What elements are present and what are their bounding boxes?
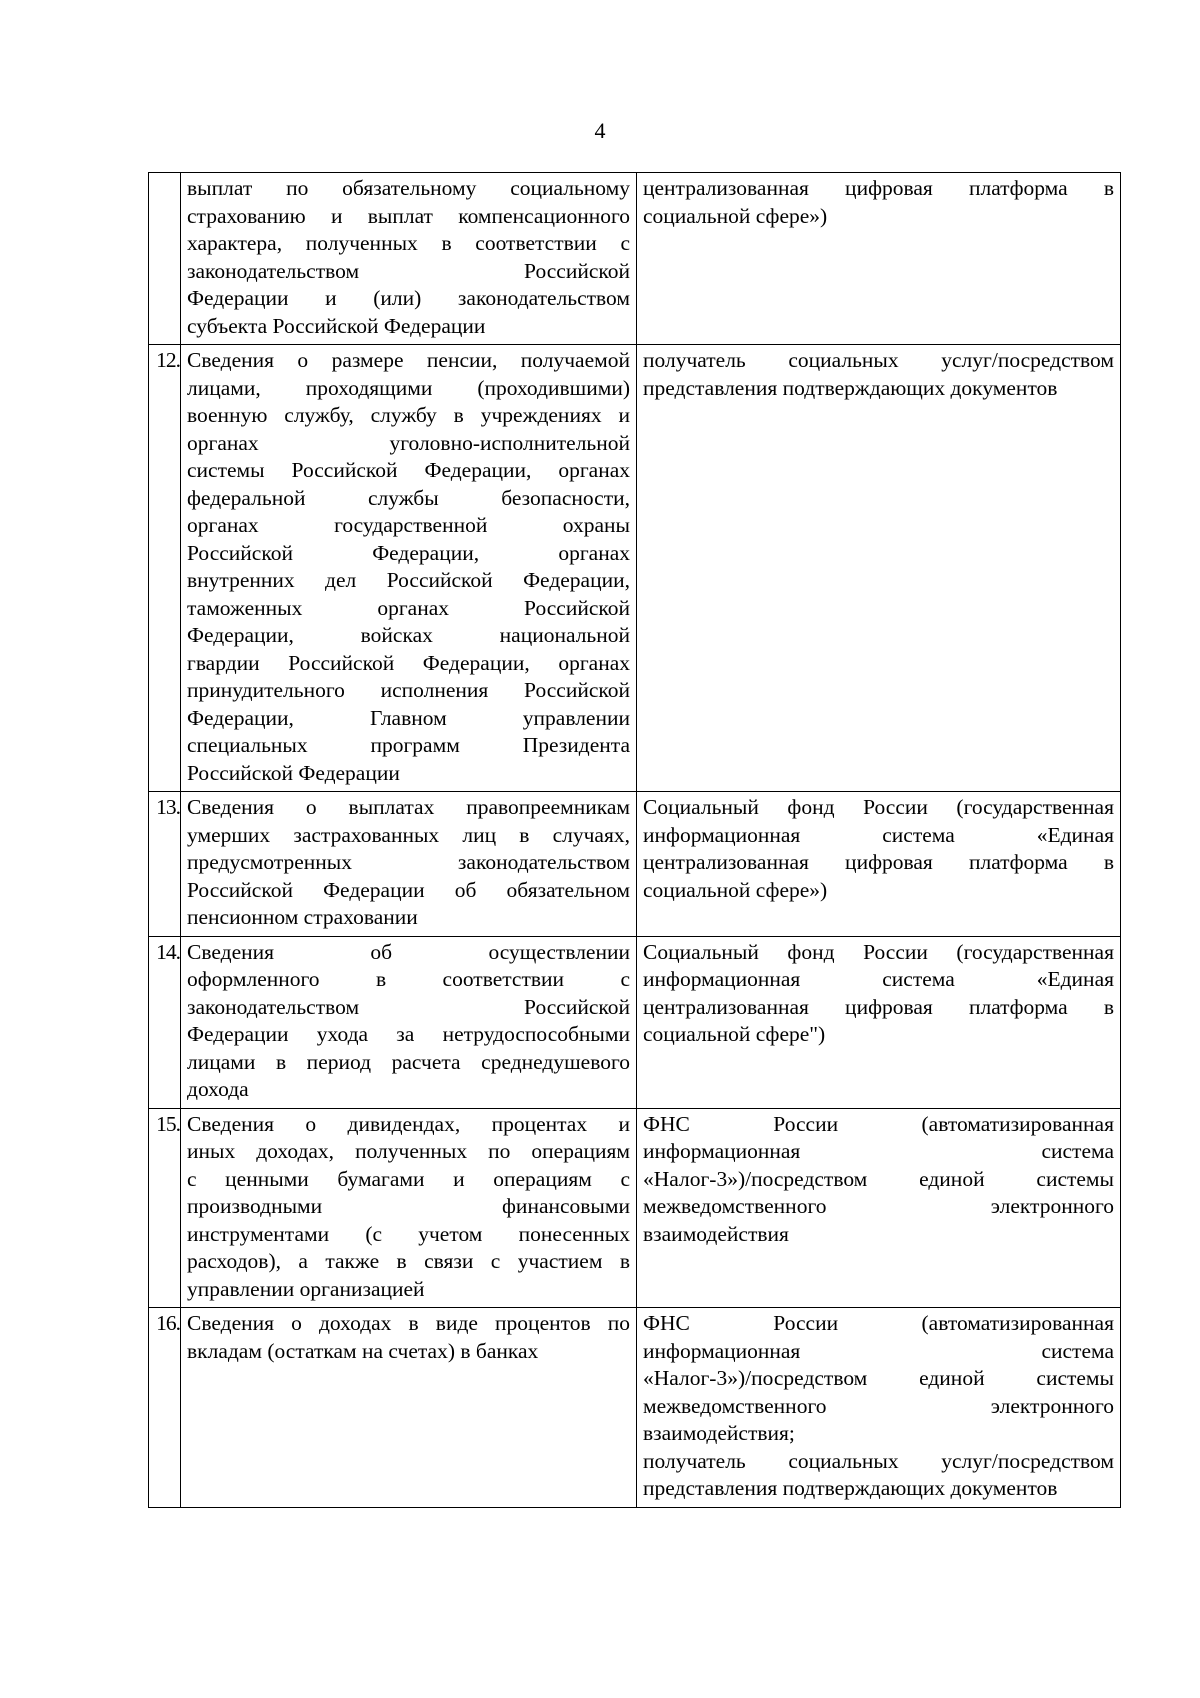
text-line: Сведения о размере пенсии, получаемой — [187, 348, 630, 372]
text-line: военную службу, службу в учреждениях и — [187, 403, 630, 427]
text-line: «Налог-3»)/посредством единой системы — [643, 1366, 1114, 1390]
text-line: пенсионном страховании — [187, 905, 418, 929]
text-line: Федерации и (или) законодательством — [187, 286, 630, 310]
text-line: Российской Федерации об обязательном — [187, 877, 630, 902]
info-cell — [181, 1108, 637, 1308]
text-line: социальной сфере») — [643, 877, 828, 902]
table-row — [149, 1108, 1121, 1308]
text-line: Федерации, войсках национальной — [187, 623, 630, 647]
text-line: централизованная цифровая платформа в — [643, 994, 1114, 1019]
text-line: информационная система «Единая — [643, 822, 1114, 847]
table-row — [149, 173, 1121, 345]
text-line: Социальный фонд России (государственная — [643, 939, 1114, 964]
text-line: оформленного в соответствии с — [187, 967, 630, 991]
text-line: «Налог-3»)/посредством единой системы — [643, 1166, 1114, 1191]
row-number: 13. — [149, 792, 181, 937]
text-line: законодательством Российской — [187, 258, 630, 283]
documents-table — [148, 172, 1121, 1508]
text-line: Российской Федерации, органах — [187, 540, 630, 565]
text-line: предусмотренных законодательством — [187, 850, 630, 874]
source-cell — [637, 1308, 1121, 1508]
text-line: органах государственной охраны — [187, 513, 630, 537]
text-line: страхованию и выплат компенсационного — [187, 203, 630, 228]
text-line: социальной сфере") — [643, 1022, 826, 1046]
text-line: Сведения о выплатах правопреемникам — [187, 795, 630, 819]
info-cell — [181, 936, 637, 1108]
text-line: дохода — [187, 1077, 249, 1101]
table-row — [149, 1308, 1121, 1508]
info-cell — [181, 792, 637, 937]
source-cell — [637, 792, 1121, 937]
info-cell — [181, 1308, 637, 1508]
row-number: 15. — [149, 1108, 181, 1308]
text-line: централизованная цифровая платформа в — [643, 850, 1114, 874]
text-line: получатель социальных услуг/посредством — [643, 348, 1114, 372]
row-number — [149, 173, 181, 345]
text-line: субъекта Российской Федерации — [187, 313, 486, 338]
text-line: производными финансовыми — [187, 1194, 630, 1218]
source-cell — [637, 345, 1121, 792]
text-line: иных доходах, полученных по операциям — [187, 1139, 630, 1163]
text-line: инструментами (с учетом понесенных — [187, 1221, 630, 1246]
table-row — [149, 792, 1121, 937]
text-line: расходов), а также в связи с участием в — [187, 1249, 630, 1273]
text-line: ФНС России (автоматизированная — [643, 1111, 1114, 1136]
text-line: представления подтверждающих документов — [643, 1476, 1058, 1500]
text-line: специальных программ Президента — [187, 733, 630, 757]
table-row — [149, 936, 1121, 1108]
text-line: умерших застрахованных лиц в случаях, — [187, 822, 630, 847]
text-line: информационная система «Единая — [643, 967, 1114, 991]
text-line: Российской Федерации — [187, 760, 400, 785]
row-number: 16. — [149, 1308, 181, 1508]
text-line: Федерации, Главном управлении — [187, 705, 630, 730]
text-line: межведомственного электронного — [643, 1194, 1114, 1218]
text-line: Сведения о дивидендах, процентах и — [187, 1111, 630, 1136]
text-line: законодательством Российской — [187, 994, 630, 1019]
text-line: управлении организацией — [187, 1276, 425, 1301]
text-line: лицами, проходящими (проходившими) — [187, 375, 630, 400]
text-line: Социальный фонд России (государственная — [643, 795, 1114, 819]
source-cell — [637, 936, 1121, 1108]
text-line: выплат по обязательному социальному — [187, 176, 630, 200]
text-line: Сведения об осуществлении — [187, 939, 630, 964]
text-line: получатель социальных услуг/посредством — [643, 1448, 1114, 1473]
row-number: 14. — [149, 936, 181, 1108]
text-line: централизованная цифровая платформа в — [643, 176, 1114, 200]
row-number: 12. — [149, 345, 181, 792]
text-line: лицами в период расчета среднедушевого — [187, 1049, 630, 1074]
text-line: федеральной службы безопасности, — [187, 485, 630, 510]
info-cell — [181, 345, 637, 792]
text-line: информационная система — [643, 1139, 1114, 1163]
table-row — [149, 345, 1121, 792]
text-line: органах уголовно-исполнительной — [187, 430, 630, 455]
text-line: межведомственного электронного — [643, 1393, 1114, 1418]
text-line: взаимодействия — [643, 1221, 789, 1246]
text-line: вкладам (остаткам на счетах) в банках — [187, 1338, 539, 1363]
source-cell — [637, 1108, 1121, 1308]
text-line: характера, полученных в соответствии с — [187, 231, 630, 255]
text-line: принудительного исполнения Российской — [187, 678, 630, 702]
text-line: таможенных органах Российской — [187, 595, 630, 620]
text-line: взаимодействия; — [643, 1421, 795, 1445]
info-cell — [181, 173, 637, 345]
table-body — [149, 173, 1121, 1508]
text-line: внутренних дел Российской Федерации, — [187, 568, 630, 592]
text-line: Федерации ухода за нетрудоспособными — [187, 1022, 630, 1046]
text-line: социальной сфере») — [643, 203, 828, 228]
text-line: информационная система — [643, 1338, 1114, 1363]
text-line: с ценными бумагами и операциям с — [187, 1166, 630, 1191]
source-cell — [637, 173, 1121, 345]
text-line: представления подтверждающих документов — [643, 375, 1058, 400]
text-line: системы Российской Федерации, органах — [187, 458, 630, 482]
text-line: ФНС России (автоматизированная — [643, 1311, 1114, 1335]
page-number: 4 — [594, 118, 606, 143]
text-line: гвардии Российской Федерации, органах — [187, 650, 630, 675]
text-line: Сведения о доходах в виде процентов по — [187, 1311, 630, 1335]
